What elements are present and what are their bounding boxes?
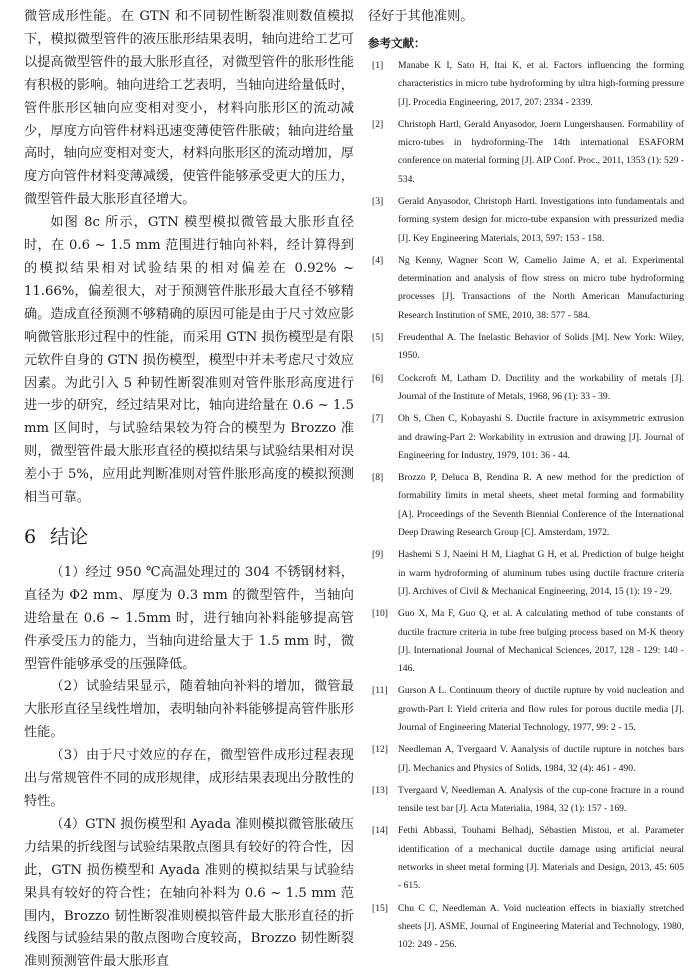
reference-text: Freudenthal A. The Inelastic Behavior of Solids [M]. New York: Wiley, 1950. xyxy=(398,332,684,362)
reference-item xyxy=(368,57,684,112)
reference-text: Hashemi S J, Naeini H M, Liaghat G H, et al. Prediction of bulge height in warm hydroforming of aluminum tubes using ductile fracture criteria [J]. Archives of Civil & Mechanical Engineering, 2014, 15 (1): 19 - 29. xyxy=(398,549,684,597)
reference-number: [9] xyxy=(372,549,384,561)
section-title: 结论 xyxy=(50,525,89,548)
reference-number: [13] xyxy=(372,784,388,796)
reference-text: Tvergaard V, Needleman A. Analysis of the cup-cone fracture in a round tensile test bar [J]. Acta Materialia, 1984, 32 (1): 157 - 169. xyxy=(398,784,684,815)
reference-text: Oh S, Chen C, Kobayashi S. Ductile fracture in axisymmetric extrusion and drawing-Part 2: Workability in extrusion and drawing [J]. Journal of Engineering for Industry, 1979, 101: 36 - 44. xyxy=(398,413,684,461)
reference-number: [4] xyxy=(372,254,384,266)
references-heading: 参考文献： xyxy=(368,35,426,50)
reference-number: [3] xyxy=(372,195,384,207)
reference-item xyxy=(368,370,684,407)
reference-item xyxy=(368,193,684,248)
right-column xyxy=(368,6,684,959)
reference-number: [11] xyxy=(372,685,388,697)
reference-number: [8] xyxy=(372,472,384,484)
left-column xyxy=(24,6,354,974)
reference-item xyxy=(368,410,684,465)
body-paragraph-fig8c: 如图 8c 所示，GTN 模型模拟微管最大胀形直径时，在 0.6 ~ 1.5 mm 范围进行轴向补料，经计算得到的模拟结果相对试验结果的相对偏差在 0.92% ~ 11.66%，偏差很大，对于预测管件胀形最大直径不够精确。造成直径预测不够精确的原因可能是由于尺寸效应影响微管胀形过程中的性能，而采用 GTN 损伤模型是有限元软件自身的 GTN 损伤模型，模型中并未考虑尺寸效应因素。为此引入 5 种韧性断裂准则对管件胀形高度进行进一步的研究，经过结果对比，轴向进给量在 0.6 ~ 1.5 mm 区间时，与试验结果较为符合的模型为 Brozzo 准则，微型管件最大胀形直径的模拟结果与试验结果相对误差小于 5%，应用此判断准则对管件胀形高度的模拟预测相当可靠。 xyxy=(24,215,354,506)
section-heading xyxy=(24,524,354,550)
reference-text: Chu C C, Needleman A. Void nucleation effects in biaxially stretched sheets [J]. ASME, Journal of Engineering Material and Technology, 1980, 102: 249 - 256. xyxy=(398,902,684,951)
reference-item xyxy=(368,116,684,189)
reference-item xyxy=(368,741,684,778)
continuation-text: 径好于其他准则。 xyxy=(368,9,474,24)
reference-number: [10] xyxy=(372,608,388,620)
conclusion-item-4: （4）GTN 损伤模型和 Ayada 准则模拟微管胀破压力结果的折线图与试验结果散点图具有较好的符合性，因此，GTN 损伤模型和 Ayada 准则的模拟结果与试验结果具有较好的符合性；在轴向补料为 0.6 ~ 1.5 mm 范围内，Brozzo 韧性断裂准则模拟管件最大胀形直径的折线图与试验结果的散点图吻合度较高，Brozzo 韧性断裂准则预测管件最大胀形直 xyxy=(24,816,354,970)
reference-text: Christoph Hartl, Gerald Anyasodor, Joern Lungershausen. Formability of micro-tubes in hydroforming-The 14th international ESAFORM conference on material forming [J]. AIP Conf. Proc., 2011, 1353 (1): 529 - 534. xyxy=(398,118,684,185)
reference-item xyxy=(368,546,684,601)
reference-text: Gurson A L. Continuum theory of ductile rupture by void nucleation and growth-Part I: Yield criteria and flow rules for porous ductile media [J]. Journal of Engineering Material Technology, 1977, 99: 2 - 15. xyxy=(398,685,684,733)
reference-item xyxy=(368,605,684,678)
reference-text: Brozzo P, Deluca B, Rendina R. A new method for the prediction of formability limits in metal sheets, sheet metal forming and formability [A]. Proceedings of the Seventh Biennial Conference of the International Deep Drawing Research Group [C]. Amsterdam, 1972. xyxy=(398,472,684,539)
reference-item xyxy=(368,782,684,819)
reference-number: [1] xyxy=(372,59,384,71)
conclusion-item-2: （2）试验结果显示，随着轴向补料的增加，微管最大胀形直径呈线性增加，表明轴向补料能够提高管件胀形性能。 xyxy=(24,679,354,741)
reference-item xyxy=(368,822,684,895)
body-paragraph-intro: 微管成形性能。在 GTN 和不同韧性断裂准则数值模拟下，模拟微型管件的液压胀形结果表明，轴向进给工艺可以提高微型管件的最大胀形直径，对微型管件的胀形性能有积极的影响。轴向进给工艺表明，当轴向进给量低时，管件胀形区轴向应变相对变小，材料向胀形区的流动减少，厚度方向管件材料迅速变薄使管件胀破；轴向进给量高时，轴向应变相对变大，材料向胀形区的流动增加，厚度方向管件材料变薄减缓，使管件能够承受更大的压力，微型管件最大胀形直径增大。 xyxy=(24,9,354,208)
reference-text: Guo X, Ma F, Guo Q, et al. A calculating method of tube constants of ductile fracture criteria in tube free bulging process based on M-K theory [J]. International Journal of Mechanical Sciences, 2017, 128 - 129: 140 - 146. xyxy=(398,608,684,675)
reference-number: [5] xyxy=(372,332,384,344)
reference-number: [12] xyxy=(372,744,388,756)
conclusion-item-3: （3）由于尺寸效应的存在，微型管件成形过程表现出与常规管件不同的成形规律，成形结果表现出分散性的特性。 xyxy=(24,748,354,809)
reference-number: [14] xyxy=(372,825,388,837)
reference-item xyxy=(368,329,684,366)
reference-item xyxy=(368,252,684,325)
reference-text: Ng Kenny, Wagner Scott W, Camelio Jaime A, et al. Experimental determination and analysis of flow stress on micro tube hydroforming processes [J]. Transactions of the North American Manufacturing Research Institution of SME, 2010, 38: 577 - 584. xyxy=(398,254,684,321)
reference-list xyxy=(368,57,684,955)
reference-text: Needleman A, Tvergaard V. Aanalysis of ductile rupture in notches bars [J]. Mechanics and Physics of Solids, 1984, 32 (4): 461 - 490. xyxy=(398,744,684,774)
reference-item xyxy=(368,469,684,542)
reference-number: [7] xyxy=(372,413,384,425)
conclusion-item-1: （1）经过 950 ℃高温处理过的 304 不锈钢材料，直径为 Φ2 mm、厚度为 0.3 mm 的微型管件，当轴向进给量在 0.6 ~ 1.5mm 时，进行轴向补料能够提高管件承受压力的能力，当轴向进给量大于 1.5 mm 时，微型管件能够承受的压强降低。 xyxy=(24,564,354,672)
reference-number: [6] xyxy=(372,372,384,384)
reference-text: Manabe K I, Sato H, Itai K, et al. Factors influencing the forming characteristics in micro tube hydroforming by ultra high-forming pressure [J]. Procedia Engineering, 2017, 207: 2334 - 2339. xyxy=(398,59,684,108)
reference-number: [2] xyxy=(372,118,384,130)
reference-text: Gerald Anyasodor, Christoph Hartl. Investigations into fundamentals and forming system design for micro-tube expansion with pressurized media [J]. Key Engineering Materials, 2013, 597: 153 - 158. xyxy=(398,195,684,244)
section-number: 6 xyxy=(24,525,37,548)
reference-text: Fethi Abbassi, Touhami Belhadj, Sébastien Mistou, et al. Parameter identification of a mechanical ductile damage using artificial neural networks in sheet metal forming [J]. Materials and Design, 2013, 45: 605 - 615. xyxy=(398,825,684,892)
reference-item xyxy=(368,900,684,955)
reference-number: [15] xyxy=(372,902,388,914)
reference-item xyxy=(368,682,684,737)
reference-text: Cockcroft M, Latham D. Ductility and the workability of metals [J]. Journal of the Institute of Metals, 1968, 96 (1): 33 - 39. xyxy=(398,372,684,402)
